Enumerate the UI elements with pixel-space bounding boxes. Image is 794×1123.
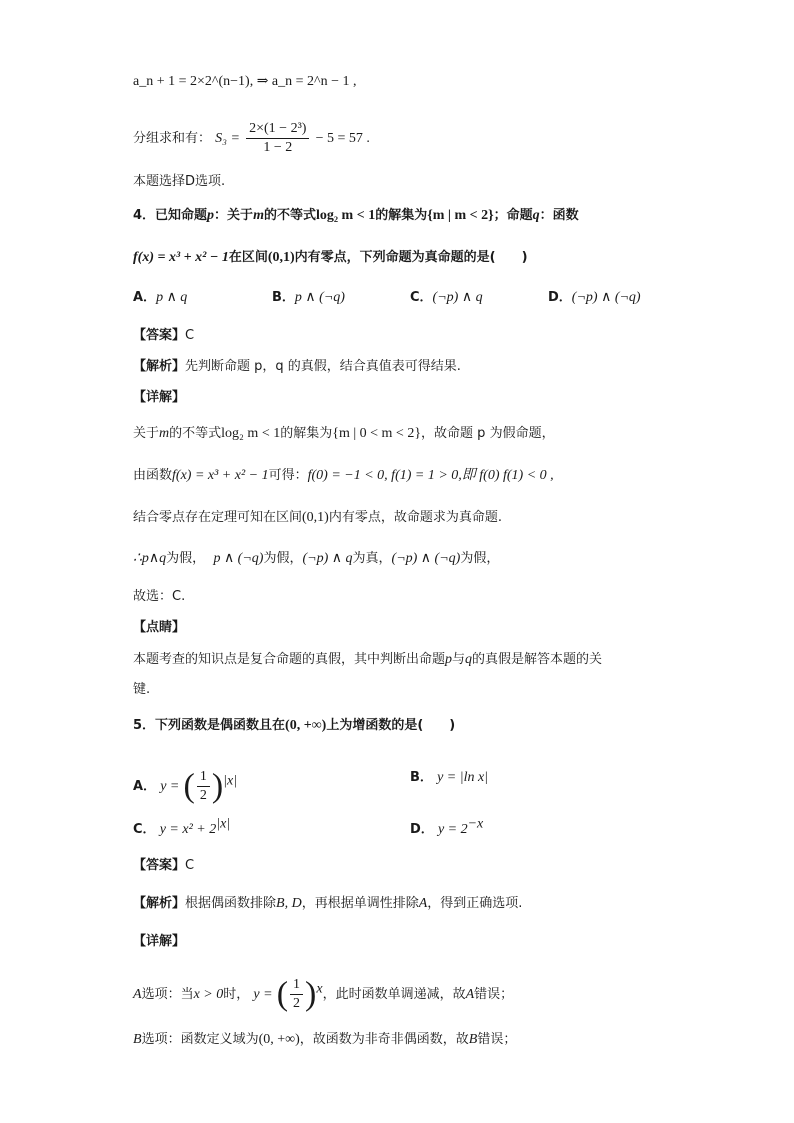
math-expression: a_n + 1 = 2×2^(n−1), ⇒ a_n = 2^n − 1 , xyxy=(133,74,357,89)
q4-detail-line-1: 关于m的不等式log₂ m < 1的解集为{m | 0 < m < 2}，故命题 p 为假命题， xyxy=(133,426,555,441)
q5-detail-b: B选项：函数定义域为(0, +∞)，故函数为非奇非偶函数，故B错误； xyxy=(133,1032,517,1047)
q4-option-d: D．(¬p) ∧ (¬q) xyxy=(548,290,641,305)
q4-detail-line-2: 由函数f(x) = x³ + x² − 1可得：f(0) = −1 < 0, f(1) = 1 > 0,即 f(0) f(1) < 0 , xyxy=(133,468,554,483)
q4-option-b: B．p ∧ (¬q) xyxy=(272,290,345,305)
q5-answer: 【答案】C xyxy=(133,858,195,873)
choice-statement: 本题选择D选项. xyxy=(133,174,226,189)
q4-detail-line-3: 结合零点存在定理可知在区间(0,1)内有零点，故命题求为真命题. xyxy=(133,510,502,525)
group-sum-line: 分组求和有： S₃ = $\frac{\text{2×(1 − 2³)}}{1 - 2}$ − 5 = 57 . xyxy=(133,121,370,155)
fraction: $\frac{1}{2}$ xyxy=(290,976,303,1013)
q4-remark-heading: 【点睛】 xyxy=(133,620,186,635)
fraction: $\frac{\text{2×(1 − 2³)}}{1 - 2}$ xyxy=(246,120,309,157)
q4-detail-heading: 【详解】 xyxy=(133,390,186,405)
q4-answer: 【答案】C xyxy=(133,328,195,343)
q4-remark-line-1: 本题考查的知识点是复合命题的真假，其中判断出命题p与q的真假是解答本题的关 xyxy=(133,652,603,667)
derivation-line xyxy=(133,72,357,92)
q5-analysis: 【解析】根据偶函数排除B, D，再根据单调性排除A，得到正确选项. xyxy=(133,896,523,911)
q4-option-c: C．(¬p) ∧ q xyxy=(410,290,483,305)
q4-option-a: A．p ∧ q xyxy=(133,290,188,305)
q5-option-a: A． y = ( $\frac{1}{2}$ )$^{|x|}$ xyxy=(133,767,238,805)
q5-option-b: B． y = |ln x| xyxy=(410,770,489,785)
q5-option-c: C． $y = x^2 + 2^{|x|}$ xyxy=(133,816,231,837)
q4-remark-line-2: 键. xyxy=(133,682,151,697)
question-4-stem-cont: f(x) = x³ + x² − 1在区间(0,1)内有零点，下列命题为真命题的是( ) xyxy=(133,250,528,265)
q4-analysis: 【解析】先判断命题 p，q 的真假，结合真值表可得结果. xyxy=(133,359,461,374)
q5-option-d: D． $y = 2^{-x}$ xyxy=(410,816,484,837)
q5-detail-heading: 【详解】 xyxy=(133,934,186,949)
fraction: $\frac{1}{2}$ xyxy=(197,768,210,805)
q4-choose: 故选：C. xyxy=(133,589,186,604)
question-4-stem: 4．已知命题p：关于m的不等式log₂ m < 1的解集为{m | m < 2}；命题q：函数 xyxy=(133,208,579,223)
question-5-stem: 5．下列函数是偶函数且在(0, +∞)上为增函数的是( ) xyxy=(133,718,456,733)
q5-detail-a: A选项：当x > 0时， y = ( $\frac{1}{2}$ )$^x$，此时函数单调递减，故A错误； xyxy=(133,975,514,1013)
q4-detail-line-4: ∴p∧q为假， p ∧ (¬q)为假，(¬p) ∧ q为真，(¬p) ∧ (¬q)为假， xyxy=(133,551,500,566)
